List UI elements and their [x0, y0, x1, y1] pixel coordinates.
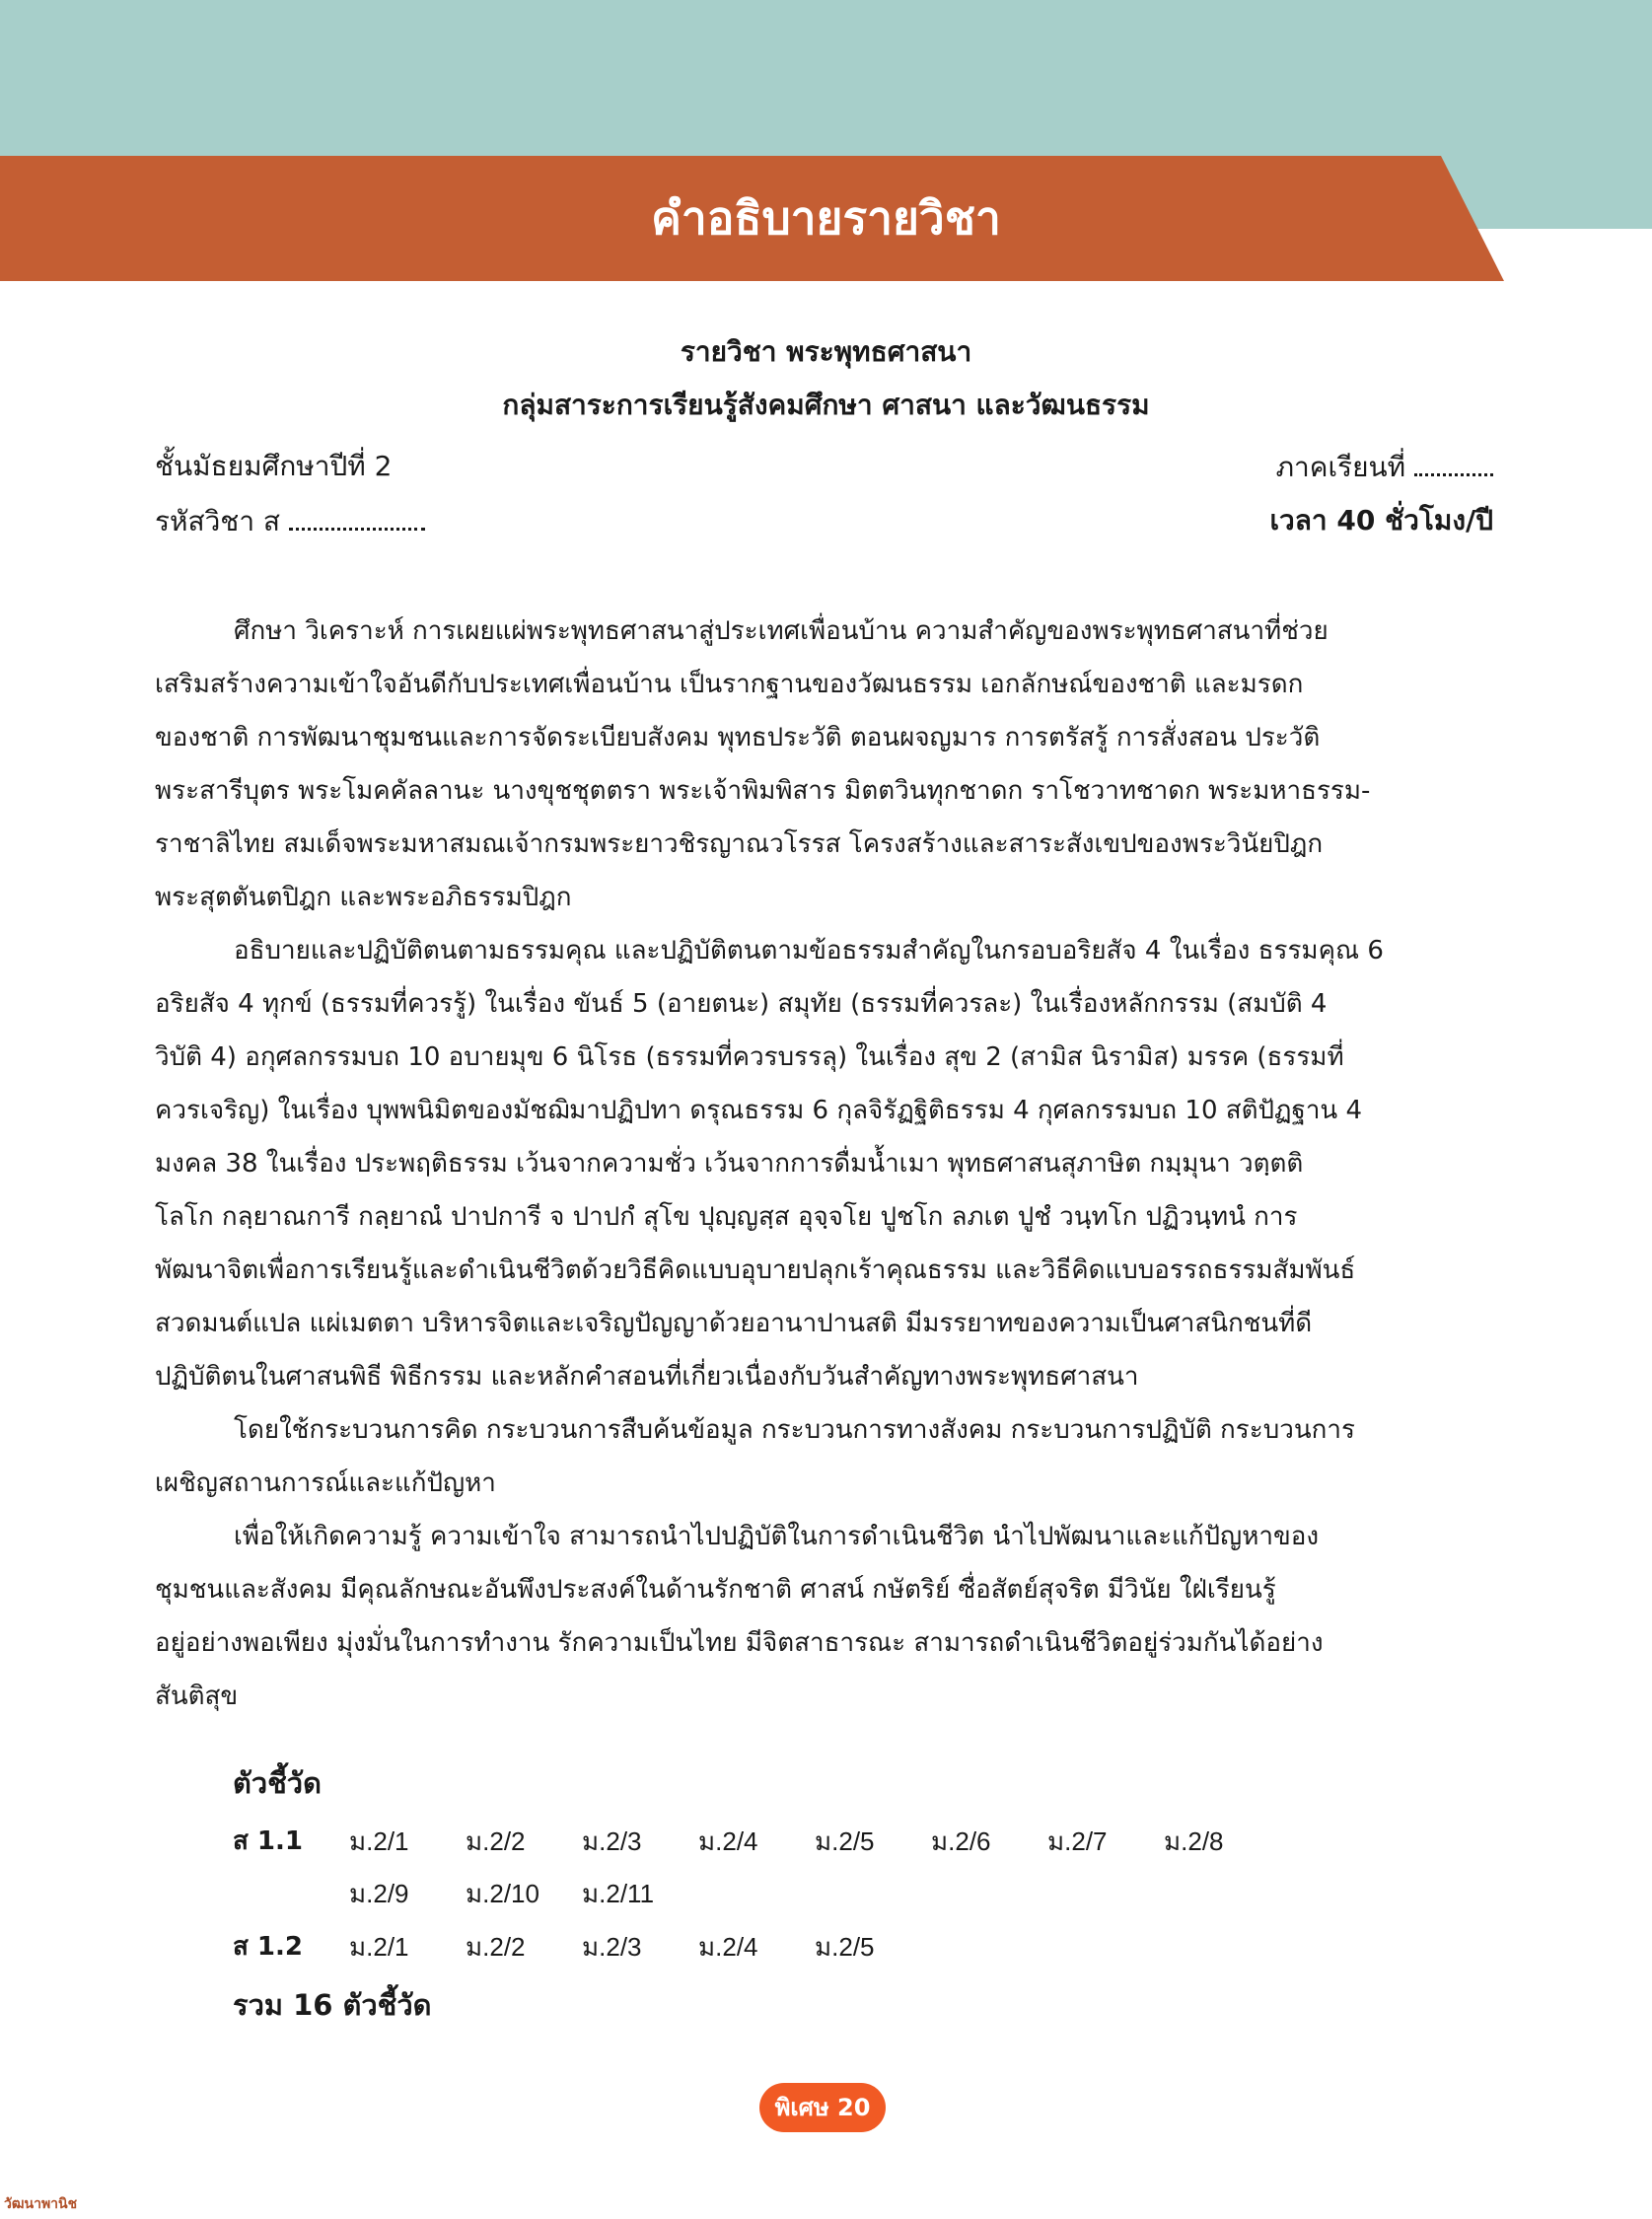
paragraph-line: อธิบายและปฏิบัติตนตามธรรมคุณ และปฏิบัติตนตามข้อธรรมสำคัญในกรอบอริยสัจ 4 ในเรื่อง ธรรมคุณ 6 [234, 936, 1384, 966]
indicator-item: ม.2/11 [582, 1879, 655, 1908]
paragraph-line: พัฒนาจิตเพื่อการเรียนรู้และดำเนินชีวิตด้วยวิธีคิดแบบอุบายปลุกเร้าคุณธรรม และวิธีคิดแบบอรรถธรรมสัมพันธ์ [155, 1255, 1356, 1285]
indicator-item: ม.2/9 [349, 1879, 409, 1908]
standard-label: ส 1.1 [233, 1826, 303, 1856]
paragraph-line: เพื่อให้เกิดความรู้ ความเข้าใจ สามารถนำไปปฏิบัติในการดำเนินชีวิต นำไปพัฒนาและแก้ปัญหาของ [234, 1522, 1320, 1551]
indicators-heading: ตัวชี้วัด [233, 1766, 322, 1800]
paragraph-line: เผชิญสถานการณ์และแก้ปัญหา [155, 1468, 496, 1498]
indicator-item: ม.2/3 [582, 1826, 642, 1856]
paragraph-line: โลโก กลฺยาณการี กลฺยาณํ ปาปการี จ ปาปกํ สุโข ปุญฺญสฺส อุจฺจโย ปูชโก ลภเต ปูชํ วนฺทโก ปฏิวนฺทนํ การ [155, 1202, 1298, 1232]
indicator-item: ม.2/2 [466, 1826, 526, 1856]
paragraph-line: สันติสุข [155, 1682, 239, 1711]
indicator-item: ม.2/1 [349, 1826, 409, 1856]
indicator-item: ม.2/10 [466, 1879, 539, 1908]
meta-row-2 [155, 498, 1493, 543]
course-description [155, 605, 1493, 1723]
indicators-total: รวม 16 ตัวชี้วัด [233, 1988, 432, 2022]
learning-area: กลุ่มสาระการเรียนรู้สังคมศึกษา ศาสนา และวัฒนธรรม [502, 389, 1150, 421]
hours-prefix: เวลา [1269, 504, 1328, 537]
standard-label: ส 1.2 [233, 1932, 303, 1962]
page-title: คำอธิบายรายวิชา [651, 191, 1001, 245]
subject-name: รายวิชา พระพุทธศาสนา [680, 335, 972, 368]
paragraph-line: อริยสัจ 4 ทุกข์ (ธรรมที่ควรรู้) ในเรื่อง ขันธ์ 5 (อายตนะ) สมุทัย (ธรรมที่ควรละ) ในเรื่องหลักกรรม (สมบัติ 4 [155, 989, 1328, 1019]
paragraph-line: อยู่อย่างพอเพียง มุ่งมั่นในการทำงาน รักความเป็นไทย มีจิตสาธารณะ สามารถดำเนินชีวิตอยู่ร่วมกันได้อย่าง [155, 1628, 1324, 1658]
paragraph-line: ปฏิบัติตนในศาสนพิธี พิธีกรรม และหลักคำสอนที่เกี่ยวเนื่องกับวันสำคัญทางพระพุทธศาสนา [155, 1362, 1139, 1392]
semester-field [1276, 444, 1493, 490]
indicator-item: ม.2/5 [815, 1932, 875, 1962]
course-code-label: รหัสวิชา ส [155, 505, 281, 537]
page-number-badge: พิเศษ 20 [759, 2083, 886, 2132]
paragraph-2 [155, 924, 1493, 1403]
paragraph-line: ชุมชนและสังคม มีคุณลักษณะอันพึงประสงค์ในด้านรักชาติ ศาสน์ กษัตริย์ ซื่อสัตย์สุจริต มีวินัย ใฝ่เรียนรู้ [155, 1575, 1276, 1605]
indicator-item: ม.2/1 [349, 1932, 409, 1962]
paragraph-line: มงคล 38 ในเรื่อง ประพฤติธรรม เว้นจากความชั่ว เว้นจากการดื่มน้ำเมา พุทธศาสนสุภาษิต กมฺมุนา วตฺตติ [155, 1149, 1304, 1179]
indicator-item: ม.2/3 [582, 1932, 642, 1962]
indicator-item: ม.2/4 [698, 1826, 758, 1856]
semester-label: ภาคเรียนที่ [1275, 451, 1406, 483]
paragraph-line: ศึกษา วิเคราะห์ การเผยแผ่พระพุทธศาสนาสู่ประเทศเพื่อนบ้าน ความสำคัญของพระพุทธศาสนาที่ช่วย [234, 616, 1329, 646]
subject-heading [0, 325, 1652, 432]
semester-blank [1414, 444, 1493, 476]
meta-row-1 [155, 444, 1493, 489]
paragraph-line: เสริมสร้างความเข้าใจอันดีกับประเทศเพื่อนบ้าน เป็นรากฐานของวัฒนธรรม เอกลักษณ์ของชาติ และมรดก [155, 670, 1304, 699]
paragraph-4 [155, 1510, 1493, 1723]
paragraph-line: พระสุตตันตปิฎก และพระอภิธรรมปิฎก [155, 883, 572, 912]
paragraph-line: ราชาลิไทย สมเด็จพระมหาสมณเจ้ากรมพระยาวชิรญาณวโรรส โครงสร้างและสาระสังเขปของพระวินัยปิฎก [155, 829, 1324, 859]
indicator-item: ม.2/8 [1164, 1826, 1224, 1856]
indicator-item: ม.2/4 [698, 1932, 758, 1962]
paragraph-line: สวดมนต์แปล แผ่เมตตา บริหารจิตและเจริญปัญญาด้วยอานาปานสติ มีมรรยาทของความเป็นศาสนิกชนที่ดี [155, 1309, 1313, 1338]
course-code-field [155, 498, 425, 544]
paragraph-1 [155, 605, 1493, 924]
paragraph-line: โดยใช้กระบวนการคิด กระบวนการสืบค้นข้อมูล กระบวนการทางสังคม กระบวนการปฏิบัติ กระบวนการ [234, 1415, 1355, 1445]
indicator-item: ม.2/2 [466, 1932, 526, 1962]
indicator-item: ม.2/7 [1047, 1826, 1108, 1856]
paragraph-line: วิบัติ 4) อกุศลกรรมบถ 10 อบายมุข 6 นิโรธ (ธรรมที่ควรบรรลุ) ในเรื่อง สุข 2 (สามิส นิรามิส) มรรค (ธรรมที่ [155, 1042, 1344, 1072]
indicator-item: ม.2/6 [931, 1826, 991, 1856]
hours-value: 40 [1336, 504, 1376, 537]
publisher-mark: วัฒนาพานิช [4, 2196, 78, 2212]
course-code-blank [289, 498, 425, 531]
paragraph-line: พระสารีบุตร พระโมคคัลลานะ นางขุชชุตตรา พระเจ้าพิมพิสาร มิตตวินทุกชาดก ราโชวาทชาดก พระมหาธรรม- [155, 776, 1371, 806]
paragraph-3 [155, 1403, 1493, 1510]
indicator-item: ม.2/5 [815, 1826, 875, 1856]
paragraph-line: ควรเจริญ) ในเรื่อง บุพพนิมิตของมัชฌิมาปฏิปทา ดรุณธรรม 6 กุลจิรัฏฐิติธรรม 4 กุศลกรรมบถ 10 สติปัฏฐาน 4 [155, 1096, 1363, 1125]
hours-suffix: ชั่วโมง/ปี [1385, 504, 1493, 537]
study-hours [1269, 498, 1493, 543]
paragraph-line: ของชาติ การพัฒนาชุมชนและการจัดระเบียบสังคม พุทธประวัติ ตอนผจญมาร การตรัสรู้ การสั่งสอน ประวัติ [155, 723, 1321, 752]
grade-level: ชั้นมัธยมศึกษาปีที่ 2 [155, 450, 393, 482]
